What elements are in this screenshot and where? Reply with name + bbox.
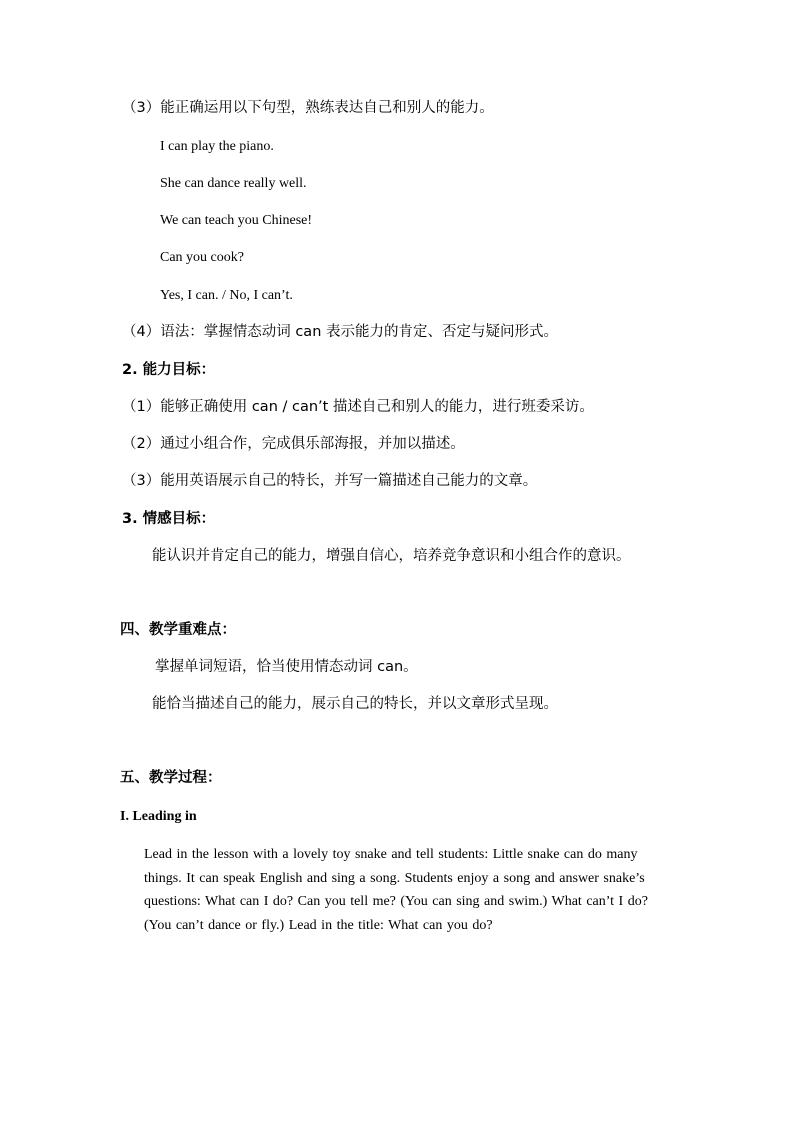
ability-goal-1: （1）能够正确使用 can / can’t 描述自己和别人的能力，进行班委采访。 [122,399,594,415]
key-point-2: 能恰当描述自己的能力，展示自己的特长，并以文章形式呈现。 [152,696,558,712]
goal-3-heading: （3）能正确运用以下句型，熟练表达自己和别人的能力。 [122,100,494,116]
sentence-2: She can dance really well. [160,176,307,191]
emotion-goals-heading: 3. 情感目标： [122,511,216,527]
emotion-goals-text: 能认识并肯定自己的能力，增强自信心，培养竞争意识和小组合作的意识。 [152,548,631,564]
ability-goal-3: （3）能用英语展示自己的特长，并写一篇描述自己能力的文章。 [122,473,538,489]
goal-4-grammar: （4）语法：掌握情态动词 can 表示能力的肯定、否定与疑问形式。 [122,324,558,340]
key-point-1: 掌握单词短语，恰当使用情态动词 can。 [155,659,418,675]
sentence-3: We can teach you Chinese! [160,213,313,228]
ability-goal-2: （2）通过小组合作，完成俱乐部海报，并加以描述。 [122,436,465,452]
process-heading: 五、教学过程： [120,770,222,786]
ability-goals-heading: 2. 能力目标： [122,362,216,378]
sentence-5: Yes, I can. / No, I can’t. [160,288,293,303]
key-points-heading: 四、教学重难点： [120,622,236,638]
step-1-paragraph: Lead in the lesson with a lovely toy snake and tell students: Little snake can do many things. It can speak English and sing a song. Students enjoy a song and answer snake’s questions: What can I do? Can you tell me? (You can sing and swim.) What can’t I do? (You can’t dance or fly.) Lead in the title: What can you do? [144,847,648,933]
sentence-1: I can play the piano. [160,139,274,154]
step-1-title: I. Leading in [120,809,197,824]
sentence-4: Can you cook? [160,250,244,265]
